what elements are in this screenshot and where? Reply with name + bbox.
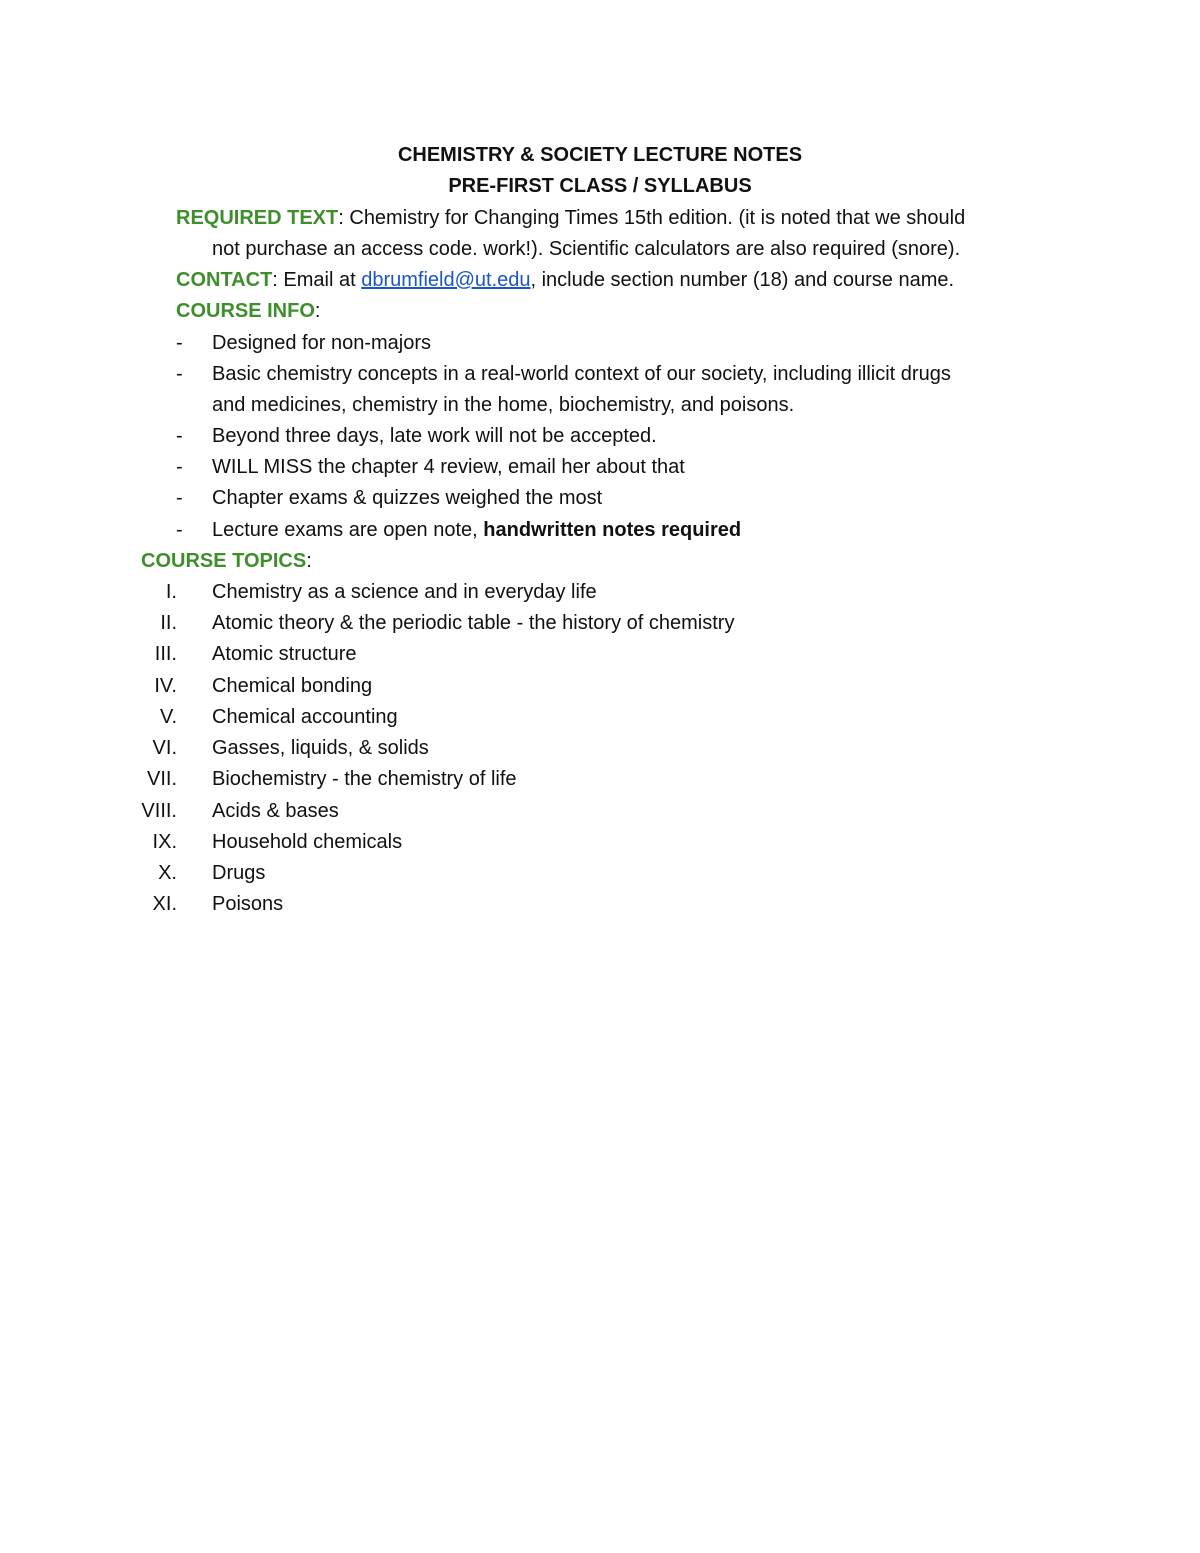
topic-numeral: VII. <box>146 768 177 790</box>
topic-item: Chemical bonding <box>212 675 373 697</box>
topic-numeral: II. <box>160 612 177 634</box>
course-info-label: COURSE INFO <box>176 300 315 322</box>
course-info-item: Beyond three days, late work will not be accepted. <box>212 425 657 447</box>
topic-numeral: VIII. <box>141 800 177 822</box>
required-text-label: REQUIRED TEXT <box>176 207 339 229</box>
required-text-content: Chemistry for Changing Times 15th edition. (it is noted that we should <box>343 207 966 229</box>
required-text-colon: : <box>338 207 344 229</box>
course-info-item: WILL MISS the chapter 4 review, email her about that <box>212 456 685 478</box>
topic-item: Atomic theory & the periodic table - the history of chemistry <box>212 612 735 634</box>
topic-item: Household chemicals <box>212 831 403 853</box>
topic-numeral: IV. <box>154 675 177 697</box>
topic-item: Acids & bases <box>212 800 339 822</box>
bullet-dash: - <box>176 456 183 478</box>
course-info-heading <box>176 299 320 323</box>
topic-item: Chemistry as a science and in everyday life <box>212 581 597 603</box>
topic-numeral: X. <box>158 862 177 884</box>
course-topics-label: COURSE TOPICS <box>141 550 307 572</box>
contact-label: CONTACT <box>176 269 273 291</box>
bullet-dash: - <box>176 519 183 541</box>
contact-colon: : <box>272 269 278 291</box>
course-info-item-plain: Lecture exams are open note, <box>212 519 484 541</box>
topic-numeral: IX. <box>152 831 177 853</box>
topic-numeral: XI. <box>152 893 177 915</box>
course-info-item: Chapter exams & quizzes weighed the most <box>212 487 603 509</box>
contact-suffix: , include section number (18) and course name. <box>530 269 955 291</box>
contact-line <box>176 268 954 292</box>
course-topics-colon: : <box>306 550 312 572</box>
bullet-dash: - <box>176 425 183 447</box>
required-text-continuation: not purchase an access code. work!). Scientific calculators are also required (snore). <box>212 238 961 260</box>
bullet-dash: - <box>176 332 183 354</box>
topic-item: Atomic structure <box>212 643 357 665</box>
topic-numeral: III. <box>154 643 177 665</box>
course-info-item: Basic chemistry concepts in a real-world context of our society, including illicit drugs <box>212 363 951 385</box>
course-info-item <box>212 518 741 542</box>
bullet-dash: - <box>176 363 183 385</box>
course-info-item-bold: handwritten notes required <box>483 519 742 541</box>
bullet-dash: - <box>176 487 183 509</box>
topic-item: Drugs <box>212 862 266 884</box>
topic-numeral: I. <box>165 581 177 603</box>
course-info-colon: : <box>314 300 321 322</box>
course-topics-heading <box>141 549 312 573</box>
topic-numeral: V. <box>159 706 177 728</box>
topic-item: Biochemistry - the chemistry of life <box>212 768 517 790</box>
course-info-item: Designed for non-majors <box>212 332 431 354</box>
contact-prefix: Email at <box>277 269 362 291</box>
email-link[interactable]: dbrumfield@ut.edu <box>361 269 531 291</box>
course-info-item-continuation: and medicines, chemistry in the home, biochemistry, and poisons. <box>212 394 795 416</box>
topic-item: Poisons <box>212 893 284 915</box>
topic-item: Gasses, liquids, & solids <box>212 737 429 759</box>
page-subtitle: PRE-FIRST CLASS / SYLLABUS <box>448 175 752 197</box>
topic-numeral: VI. <box>152 737 177 759</box>
page-title: CHEMISTRY & SOCIETY LECTURE NOTES <box>397 144 803 166</box>
topic-item: Chemical accounting <box>212 706 398 728</box>
required-text-line <box>176 206 965 230</box>
